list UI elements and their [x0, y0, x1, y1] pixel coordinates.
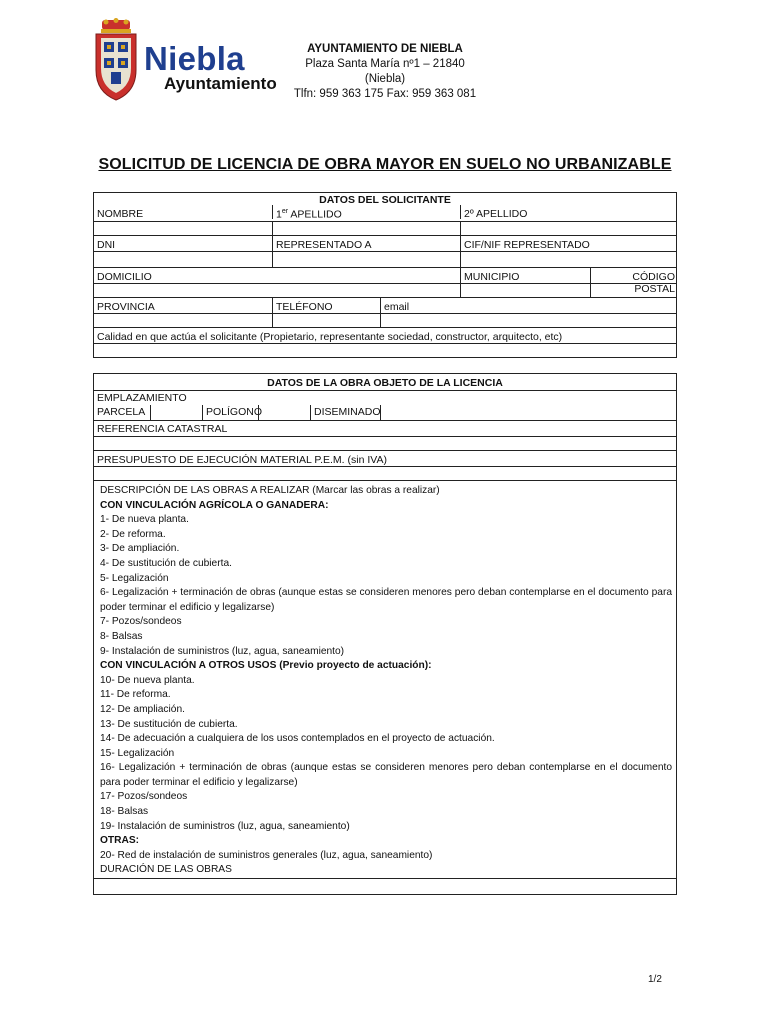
cp-label: CÓDIGO POSTAL — [590, 268, 678, 283]
municipio-field[interactable] — [460, 284, 590, 297]
group-agricola-heading: CON VINCULACIÓN AGRÍCOLA O GANADERA: — [100, 499, 329, 511]
apellido1-field[interactable] — [272, 222, 460, 235]
work-option[interactable]: 17- Pozos/sondeos — [100, 791, 188, 803]
applicant-heading: DATOS DEL SOLICITANTE — [319, 194, 451, 206]
provincia-field[interactable] — [94, 314, 272, 327]
dni-label: DNI — [97, 239, 116, 251]
applicant-section — [93, 192, 677, 358]
dni-field[interactable] — [94, 252, 272, 267]
work-option[interactable]: 10- De nueva planta. — [100, 674, 195, 686]
apellido2-field[interactable] — [460, 222, 678, 235]
work-option[interactable]: 15- Legalización — [100, 747, 175, 759]
document-title: SOLICITUD DE LICENCIA DE OBRA MAYOR EN SUELO NO URBANIZABLE — [98, 156, 672, 173]
nombre-field[interactable] — [94, 222, 272, 235]
work-option[interactable]: 9- Instalación de suministros (luz, agua, saneamiento) — [100, 645, 345, 657]
cif-field[interactable] — [460, 252, 678, 267]
work-option[interactable]: 5- Legalización — [100, 572, 169, 584]
work-option[interactable]: 7- Pozos/sondeos — [100, 616, 182, 628]
work-option[interactable]: 8- Balsas — [100, 630, 143, 642]
calidad-field[interactable] — [94, 344, 676, 357]
work-option[interactable]: 20- Red de instalación de suministros generales (luz, agua, saneamiento) — [100, 849, 433, 861]
works-heading: DATOS DE LA OBRA OBJETO DE LA LICENCIA — [267, 377, 503, 389]
descripcion-label: DESCRIPCIÓN DE LAS OBRAS A REALIZAR (Marcar las obras a realizar) — [100, 485, 440, 496]
email-label: email — [380, 298, 678, 313]
header-phone: Tlfn: 959 363 175 Fax: 959 363 081 — [293, 88, 477, 100]
telefono-label: TELÉFONO — [272, 298, 380, 313]
work-option[interactable]: 3- De ampliación. — [100, 543, 180, 555]
work-option[interactable]: 12- De ampliación. — [100, 703, 185, 715]
work-option[interactable]: 16- Legalización + terminación de obras (aunque estas se consideren menores pero deban contemplarse en el documento para poder terminar el edificio y legalizarse) — [100, 762, 672, 788]
works-section — [93, 373, 677, 895]
group-otros-usos-heading: CON VINCULACIÓN A OTROS USOS (Previo proyecto de actuación): — [100, 660, 432, 672]
coat-of-arms-icon — [92, 18, 140, 102]
nombre-label: NOMBRE — [97, 208, 144, 220]
representado-field[interactable] — [272, 252, 460, 267]
diseminado-field[interactable] — [380, 405, 678, 420]
domicilio-label: DOMICILIO — [97, 271, 152, 283]
duracion-field[interactable] — [94, 879, 676, 894]
domicilio-field[interactable] — [94, 284, 460, 297]
cp-field[interactable] — [590, 284, 678, 297]
work-option[interactable]: 1- De nueva planta. — [100, 514, 189, 526]
work-option[interactable]: 14- De adecuación a cualquiera de los usos contemplados en el proyecto de actuación. — [100, 733, 495, 745]
cif-label: CIF/NIF REPRESENTADO — [460, 236, 678, 251]
header-contact — [290, 42, 480, 102]
work-option[interactable]: 13- De sustitución de cubierta. — [100, 718, 238, 730]
poligono-label: POLÍGONO — [202, 405, 258, 420]
presupuesto-field[interactable] — [94, 467, 676, 480]
duracion-label: DURACIÓN DE LAS OBRAS — [100, 864, 232, 876]
parcela-field[interactable] — [150, 405, 202, 420]
work-option[interactable]: 19- Instalación de suministros (luz, agua, saneamiento) — [100, 820, 350, 832]
presupuesto-label: PRESUPUESTO DE EJECUCIÓN MATERIAL P.E.M. (sin IVA) — [97, 454, 387, 466]
provincia-label: PROVINCIA — [97, 301, 155, 313]
email-field[interactable] — [380, 314, 678, 327]
page-number: 1/2 — [648, 974, 662, 985]
poligono-field[interactable] — [258, 405, 310, 420]
referencia-label: REFERENCIA CATASTRAL — [97, 423, 228, 435]
header-org: AYUNTAMIENTO DE NIEBLA — [307, 43, 463, 55]
parcela-label: PARCELA — [97, 406, 146, 418]
diseminado-label: DISEMINADO — [310, 405, 380, 420]
work-option[interactable]: 2- De reforma. — [100, 528, 166, 540]
apellido1-label: 1er APELLIDO — [272, 205, 460, 219]
referencia-field[interactable] — [94, 437, 676, 450]
niebla-logo — [92, 18, 277, 103]
header-address: Plaza Santa María nº1 – 21840 (Niebla) — [305, 58, 465, 85]
work-option[interactable]: 11- De reforma. — [100, 689, 171, 701]
works-description — [100, 484, 672, 878]
group-otras-heading: OTRAS: — [100, 835, 140, 847]
municipio-label: MUNICIPIO — [460, 268, 590, 283]
representado-label: REPRESENTADO A — [272, 236, 460, 251]
emplazamiento-label: EMPLAZAMIENTO — [97, 392, 187, 404]
logo-name: Niebla — [144, 40, 245, 77]
apellido2-label: 2º APELLIDO — [460, 205, 678, 219]
work-option[interactable]: 18- Balsas — [100, 806, 149, 818]
work-option[interactable]: 4- De sustitución de cubierta. — [100, 557, 232, 569]
telefono-field[interactable] — [272, 314, 380, 327]
logo-subtitle: Ayuntamiento — [164, 74, 277, 93]
calidad-label: Calidad en que actúa el solicitante (Propietario, representante sociedad, constructor, arquitecto, etc) — [97, 331, 563, 343]
work-option[interactable]: 6- Legalización + terminación de obras (aunque estas se consideren menores pero deban contemplarse en el documento para poder terminar el edificio y legalizarse) — [100, 587, 672, 613]
